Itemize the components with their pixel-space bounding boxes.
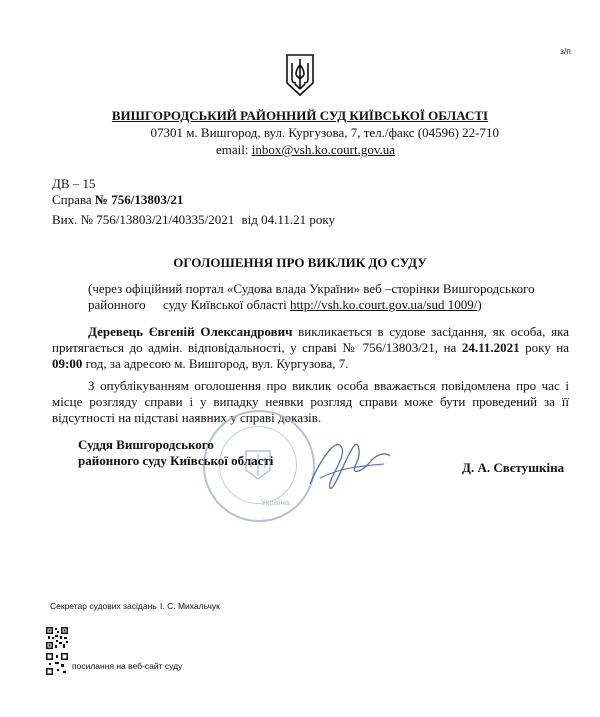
summons-paragraph <box>52 324 569 372</box>
coat-of-arms-icon <box>285 53 315 97</box>
hearing-date: 24.11.2021 <box>461 340 520 355</box>
secretary-label: Секретар судових засідань <box>50 601 157 611</box>
outgoing-line <box>52 212 335 228</box>
page-number: з/п <box>560 46 571 56</box>
court-website-link[interactable]: http://vsh.ko.court.gov.ua/sud 1009/ <box>290 297 478 312</box>
portal-note-line1: (через офіційний портал «Судова влада України» веб –сторінки Вишгородського районного <box>88 281 535 312</box>
dv-code: ДВ – 15 <box>52 176 96 191</box>
portal-note-suffix: ) <box>477 297 482 312</box>
judge-name: Д. А. Свєтушкіна <box>462 460 565 475</box>
qr-caption: посилання на веб-сайт суду <box>72 661 183 671</box>
summons-text-c: год, за адресою м. Вишгород, вул. Кургузова, 7. <box>82 356 349 371</box>
court-name: ВИШГОРОДСЬКИЙ РАЙОННИЙ СУД КИЇВСЬКОЇ ОБЛАСТІ <box>111 108 489 123</box>
document-title: ОГОЛОШЕННЯ ПРО ВИКЛИК ДО СУДУ <box>173 255 427 270</box>
portal-note-prefix: суду Київської області <box>163 297 287 312</box>
email-link[interactable]: inbox@vsh.ko.court.gov.ua <box>251 142 395 157</box>
court-address: 07301 м. Вишгород, вул. Кургузова, 7, тел./факс (04596) 22-710 <box>150 125 499 140</box>
summoned-person: Деревець Євгеній Олександрович <box>88 324 293 339</box>
qr-code-secondary-icon <box>45 652 69 676</box>
summons-text-b: року на <box>519 340 570 355</box>
court-email-line <box>200 142 395 158</box>
case-number: № 756/13803/21 <box>94 192 184 207</box>
outgoing-date: від 04.11.21 року <box>241 212 335 227</box>
outgoing-number: Вих. № 756/13803/21/40335/2021 <box>52 212 235 227</box>
qr-code-icon[interactable] <box>45 626 69 650</box>
notice-paragraph: З опублікуванням оголошення про виклик особа вважається повідомлена про час і місце розгляду справи і у випадку неявки розгляд справи може бути проведений за її відсутності на підставі наявних у справі доказів. <box>52 378 569 425</box>
secretary-name: І. С. Михальчук <box>160 601 220 611</box>
judge-role-line1: Суддя Вишгородського <box>78 437 214 452</box>
case-line <box>52 192 183 208</box>
hearing-time: 09:00 <box>52 356 83 371</box>
email-label: email: <box>215 142 249 157</box>
judge-role-line2: районного суду Київської області <box>78 453 274 468</box>
summons-text-a: викликається в судове засідання, як особа, яка притягається до адмін. відповідальності, у справі № 756/13803/21, на <box>52 324 569 355</box>
handwritten-signature <box>300 432 395 494</box>
stamp-text: Україна <box>261 498 290 507</box>
case-label: Справа <box>52 192 92 207</box>
portal-note-line2 <box>163 297 482 313</box>
